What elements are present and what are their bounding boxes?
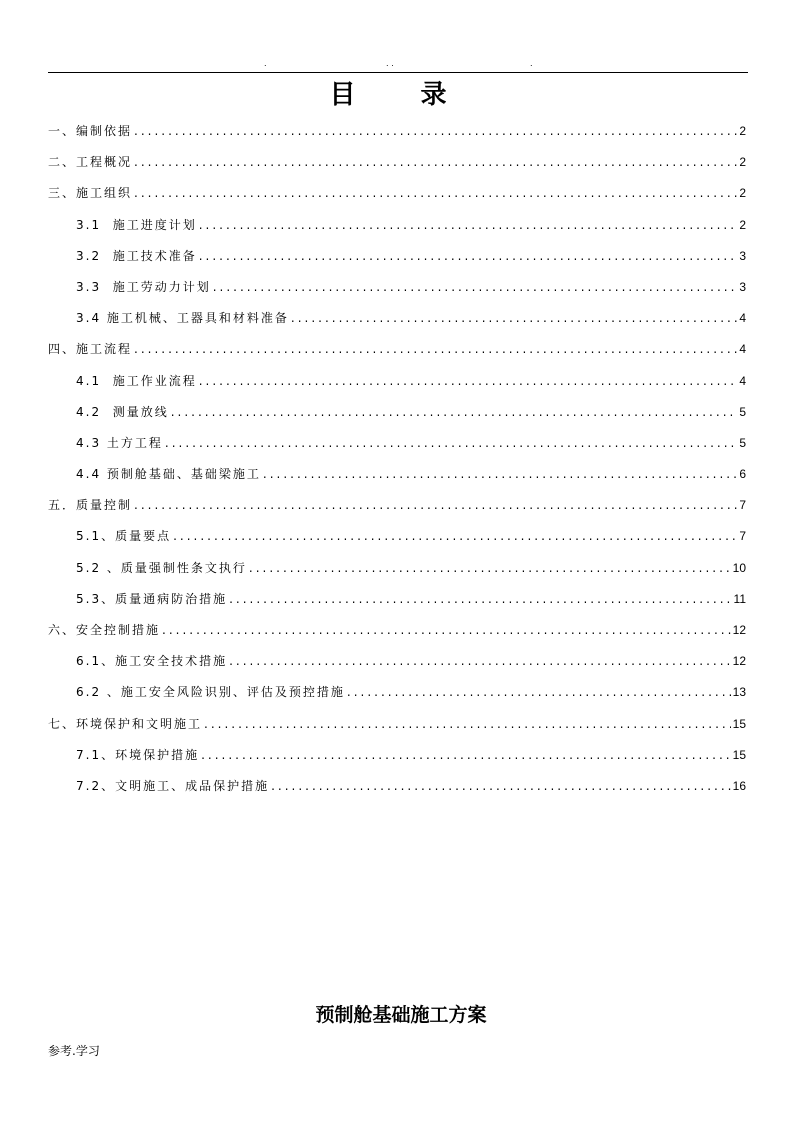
toc-entry-label: 5.2 、质量强制性条文执行: [76, 560, 247, 575]
toc-entry-page-number: 15: [732, 716, 746, 731]
toc-entry-label: 一、编制依据: [48, 124, 133, 138]
toc-entry-label: 3.1 施工进度计划: [76, 217, 197, 232]
header-mark: .: [264, 59, 267, 68]
toc-entry-page-number: 2: [739, 186, 746, 201]
header-marks: [48, 60, 748, 70]
toc-entry-page-number: 2: [739, 124, 746, 138]
toc-dot-leader: [199, 241, 738, 272]
toc-entry-page-number: 7: [739, 529, 746, 544]
toc-entry[interactable]: [48, 116, 746, 147]
document-title: 预制舱基础施工方案: [315, 1004, 487, 1026]
toc-entry-page-number: 7: [739, 498, 746, 513]
toc-entry-page-number: 12: [732, 654, 746, 669]
toc-entry[interactable]: [48, 677, 746, 708]
header-mark: . .: [386, 59, 394, 68]
toc-entry[interactable]: [48, 334, 746, 365]
toc-dot-leader: [199, 366, 738, 397]
toc-entry-page-number: 10: [732, 560, 746, 575]
toc-entry-label: 3.2 施工技术准备: [76, 248, 197, 263]
footer-note: 参考.学习: [48, 1044, 100, 1058]
toc-dot-leader: [134, 490, 737, 521]
toc-entry-label: 7.1、环境保护措施: [76, 747, 200, 762]
toc-entry[interactable]: [48, 584, 746, 615]
toc-entry-page-number: 5: [739, 404, 746, 419]
header-mark: .: [530, 59, 533, 68]
toc-entry[interactable]: [48, 771, 746, 802]
toc-entry[interactable]: [48, 459, 746, 490]
toc-dot-leader: [173, 521, 737, 552]
toc-entry-label: 四、施工流程: [48, 342, 133, 357]
toc-entry-page-number: 12: [732, 623, 746, 637]
toc-dot-leader: [201, 740, 731, 771]
toc-entry[interactable]: [48, 272, 746, 303]
header-rule: [48, 72, 748, 73]
toc-dot-leader: [199, 210, 738, 241]
toc-entry-label: 4.4 预制舱基础、基础梁施工: [76, 467, 261, 482]
toc-entry-label: 4.1 施工作业流程: [76, 373, 197, 388]
toc-entry[interactable]: [48, 147, 746, 178]
toc-dot-leader: [213, 272, 738, 303]
toc-dot-leader: [291, 303, 737, 334]
toc-entry[interactable]: [48, 210, 746, 241]
toc-entry[interactable]: [48, 709, 746, 740]
toc-entry-label: 七、环境保护和文明施工: [48, 716, 203, 731]
toc-entry[interactable]: [48, 646, 746, 677]
toc-entry-label: 5.1、质量要点: [76, 529, 172, 544]
toc-entry[interactable]: [48, 490, 746, 521]
toc-dot-leader: [171, 397, 738, 428]
table-of-contents: [48, 116, 746, 802]
toc-dot-leader: [165, 428, 737, 459]
toc-entry-label: 6.1、施工安全技术措施: [76, 654, 228, 669]
toc-entry-label: 4.3 土方工程: [76, 435, 163, 450]
toc-dot-leader: [229, 584, 731, 615]
toc-entry-label: 三、施工组织: [48, 186, 133, 201]
toc-entry[interactable]: [48, 303, 746, 334]
toc-dot-leader: [263, 459, 737, 490]
toc-entry[interactable]: [48, 428, 746, 459]
toc-entry-label: 二、工程概况: [48, 155, 133, 170]
toc-entry-page-number: 11: [733, 591, 746, 606]
toc-entry-label: 六、安全控制措施: [48, 623, 161, 637]
toc-dot-leader: [347, 677, 731, 708]
toc-entry-page-number: 2: [739, 155, 746, 170]
toc-entry-page-number: 15: [732, 747, 746, 762]
toc-entry-label: 6.2 、施工安全风险识别、评估及预控措施: [76, 685, 345, 700]
toc-dot-leader: [204, 709, 731, 740]
toc-entry-label: 3.3 施工劳动力计划: [76, 279, 211, 294]
toc-entry[interactable]: [48, 521, 746, 552]
toc-entry-page-number: 4: [739, 373, 746, 388]
toc-dot-leader: [134, 116, 737, 147]
toc-entry[interactable]: [48, 397, 746, 428]
toc-entry[interactable]: [48, 553, 746, 584]
toc-entry-page-number: 6: [739, 467, 746, 482]
toc-entry[interactable]: [48, 740, 746, 771]
toc-entry[interactable]: [48, 366, 746, 397]
toc-entry[interactable]: [48, 615, 746, 646]
toc-entry-page-number: 3: [739, 248, 746, 263]
toc-entry-page-number: 13: [732, 685, 746, 700]
toc-entry-label: 五．质量控制: [48, 498, 133, 513]
toc-title: 目 录: [329, 80, 475, 110]
toc-dot-leader: [249, 553, 731, 584]
toc-entry-page-number: 4: [739, 311, 746, 326]
toc-dot-leader: [162, 615, 731, 646]
toc-entry-label: 5.3、质量通病防治措施: [76, 591, 228, 606]
toc-entry-label: 4.2 测量放线: [76, 404, 169, 419]
toc-entry-label: 3.4 施工机械、工器具和材料准备: [76, 311, 289, 326]
toc-dot-leader: [229, 646, 731, 677]
toc-entry-page-number: 5: [739, 435, 746, 450]
toc-entry-page-number: 4: [739, 342, 746, 357]
toc-dot-leader: [134, 147, 737, 178]
toc-entry-page-number: 2: [739, 217, 746, 232]
toc-entry-label: 7.2、文明施工、成品保护措施: [76, 778, 270, 793]
toc-entry-page-number: 16: [732, 778, 746, 793]
toc-dot-leader: [134, 334, 737, 365]
toc-entry[interactable]: [48, 241, 746, 272]
toc-entry[interactable]: [48, 178, 746, 209]
toc-dot-leader: [134, 178, 737, 209]
toc-entry-page-number: 3: [739, 279, 746, 294]
toc-dot-leader: [271, 771, 731, 802]
